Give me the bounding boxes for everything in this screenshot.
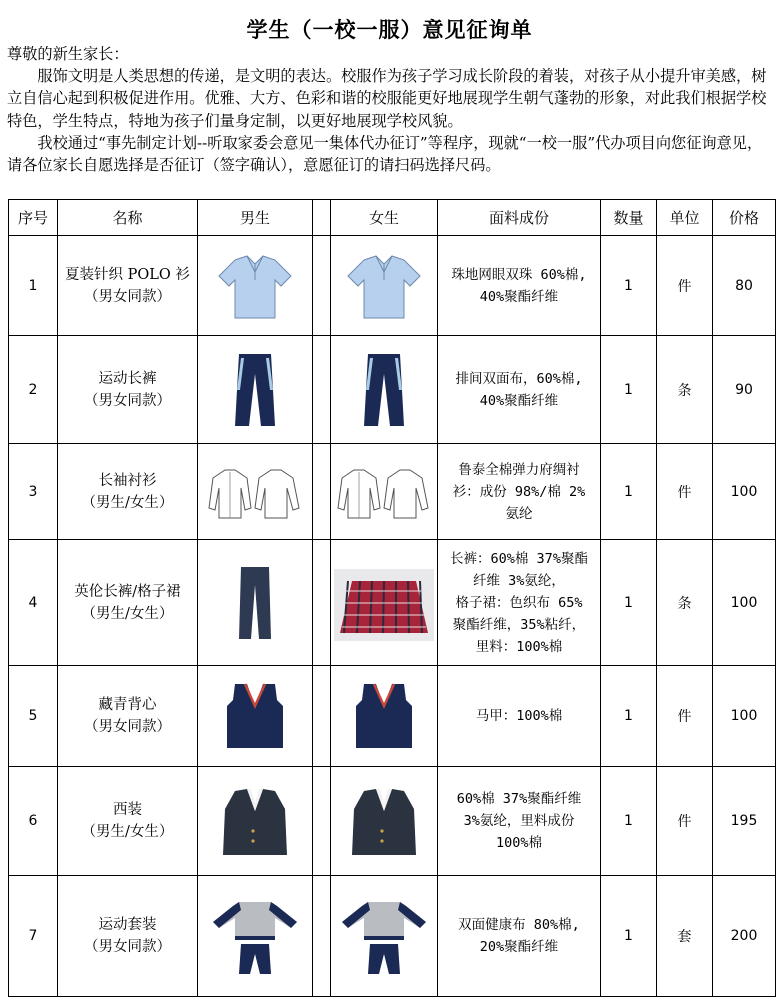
row-fabric [438, 236, 601, 336]
boy-image-cell [198, 666, 313, 767]
spacer-cell [313, 444, 331, 540]
boy-image-cell [198, 767, 313, 876]
header-seq: 序号 [9, 200, 58, 236]
row-fabric [438, 876, 601, 997]
row-fabric [438, 540, 601, 666]
item-note: （男生/女生） [81, 824, 174, 840]
fabric-line: 马甲：100%棉 [475, 708, 563, 724]
fabric-line: 40%聚酯纤维 [479, 392, 559, 409]
row-unit: 条 [657, 540, 713, 666]
row-name [58, 666, 198, 767]
row-unit: 件 [657, 236, 713, 336]
row-fabric [438, 336, 601, 444]
blazer-icon [205, 781, 305, 861]
uniform-order-table [8, 199, 776, 997]
row-qty: 1 [601, 540, 657, 666]
intro-paragraph-1: 服饰文明是人类思想的传递，是文明的表达。校服作为孩子学习成长阶段的着装，对孩子从小提升审美感，树立自信心起到积极促进作用。优雅、大方、色彩和谐的校服能更好地展现学生朝气蓬勃的形象，对此我们根据学校特色，学生特点，特地为孩子们量身定制，以更好地展现学校风貌。 [7, 67, 767, 130]
boy-image-cell [198, 336, 313, 444]
row-price: 195 [713, 767, 776, 876]
row-unit: 套 [657, 876, 713, 997]
fabric-line: 40%聚酯纤维 [479, 288, 559, 305]
girl-image-cell [331, 236, 438, 336]
fabric-line: 衫：成份 98%/棉 2% [452, 483, 586, 500]
item-name: 运动长裤 [98, 370, 157, 387]
header-name: 名称 [58, 200, 198, 236]
trousers-icon [205, 563, 305, 643]
intro-paragraph-2: 我校通过“事先制定计划--听取家委会意见一集体代办征订”等程序，现就“一校一服”代办项目向您征询意见，请各位家长自愿选择是否征订（签字确认），意愿征订的请扫码选择尺码。 [7, 133, 763, 175]
item-note: （男女同款） [84, 288, 171, 305]
tracksuit-icon [205, 896, 305, 976]
fabric-line: 长裤：60%棉 37%聚酯 [450, 550, 588, 567]
greeting: 尊敬的新生家长： [7, 45, 129, 63]
fabric-line: 双面健康布 80%棉, [458, 917, 580, 933]
row-seq: 1 [9, 236, 58, 336]
row-price: 100 [713, 666, 776, 767]
row-unit: 条 [657, 336, 713, 444]
row-price: 80 [713, 236, 776, 336]
table-row [9, 236, 776, 336]
row-unit: 件 [657, 666, 713, 767]
tracksuit-icon [334, 896, 434, 976]
girl-image-cell [331, 666, 438, 767]
row-name [58, 336, 198, 444]
row-unit: 件 [657, 767, 713, 876]
header-spacer [313, 200, 331, 236]
track-pants-icon [334, 350, 434, 430]
row-name [58, 236, 198, 336]
intro-text [7, 43, 775, 176]
item-note: （男生/女生） [81, 605, 174, 622]
row-qty: 1 [601, 336, 657, 444]
page-title: 学生（一校一服）意见征询单 [246, 17, 533, 42]
fabric-line: 60%棉 37%聚酯纤维 [456, 791, 582, 807]
row-fabric [438, 666, 601, 767]
spacer-cell [313, 666, 331, 767]
spacer-cell [313, 540, 331, 666]
spacer-cell [313, 876, 331, 997]
polo-shirt-icon [334, 246, 434, 326]
sweater-vest-icon [205, 676, 305, 756]
row-price: 90 [713, 336, 776, 444]
sweater-vest-icon [334, 676, 434, 756]
header-unit: 单位 [657, 200, 713, 236]
table-row [9, 444, 776, 540]
polo-shirt-icon [205, 246, 305, 326]
fabric-line: 聚酯纤维，35%粘纤， [452, 616, 586, 633]
item-name: 运动套装 [98, 917, 157, 933]
fabric-line: 氨纶 [505, 505, 533, 522]
boy-image-cell [198, 236, 313, 336]
dress-shirt-icon [205, 452, 305, 532]
table-row [9, 666, 776, 767]
row-unit: 件 [657, 444, 713, 540]
row-qty: 1 [601, 666, 657, 767]
girl-image-cell [331, 767, 438, 876]
item-note: （男生/女生） [81, 494, 174, 511]
row-seq: 7 [9, 876, 58, 997]
row-price: 100 [713, 540, 776, 666]
row-qty: 1 [601, 767, 657, 876]
row-name [58, 444, 198, 540]
item-name: 藏青背心 [98, 697, 157, 713]
row-name [58, 876, 198, 997]
fabric-line: 纤维 3%氨纶， [473, 572, 565, 589]
fabric-line: 珠地网眼双珠 60%棉, [451, 266, 587, 283]
blazer-icon [334, 781, 434, 861]
fabric-line: 格子裙：色织布 65% [455, 594, 583, 611]
row-fabric [438, 767, 601, 876]
row-price: 200 [713, 876, 776, 997]
spacer-cell [313, 336, 331, 444]
header-fabric: 面料成份 [438, 200, 601, 236]
header-qty: 数量 [601, 200, 657, 236]
row-seq: 2 [9, 336, 58, 444]
row-name [58, 767, 198, 876]
fabric-line: 100%棉 [495, 835, 542, 851]
header-girl: 女生 [331, 200, 438, 236]
item-name: 英伦长裤/格子裙 [74, 583, 181, 600]
fabric-line: 里料：100%棉 [475, 638, 563, 655]
row-price: 100 [713, 444, 776, 540]
item-name: 西装 [113, 802, 142, 818]
fabric-line: 排间双面布，60%棉, [455, 370, 583, 387]
fabric-line: 3%氨纶，里料成份 [463, 813, 575, 829]
header-price: 价格 [713, 200, 776, 236]
dress-shirt-icon [334, 452, 434, 532]
table-row [9, 540, 776, 666]
table-row [9, 336, 776, 444]
row-seq: 6 [9, 767, 58, 876]
item-name: 长袖衬衫 [98, 472, 157, 489]
header-boy: 男生 [198, 200, 313, 236]
item-note: （男女同款） [84, 719, 171, 735]
row-seq: 3 [9, 444, 58, 540]
row-seq: 5 [9, 666, 58, 767]
spacer-cell [313, 767, 331, 876]
fabric-line: 20%聚酯纤维 [479, 939, 559, 955]
track-pants-icon [205, 350, 305, 430]
item-name: 夏装针织 POLO 衫 [65, 266, 190, 283]
girl-image-cell [331, 336, 438, 444]
girl-image-cell [331, 444, 438, 540]
table-row [9, 767, 776, 876]
row-qty: 1 [601, 876, 657, 997]
row-qty: 1 [601, 444, 657, 540]
girl-image-cell [331, 876, 438, 997]
table-header-row [9, 200, 776, 236]
fabric-line: 鲁泰全棉弹力府绸衬 [458, 461, 580, 478]
boy-image-cell [198, 540, 313, 666]
boy-image-cell [198, 876, 313, 997]
boy-image-cell [198, 444, 313, 540]
row-seq: 4 [9, 540, 58, 666]
spacer-cell [313, 236, 331, 336]
table-row [9, 876, 776, 997]
plaid-skirt-icon [334, 563, 434, 643]
girl-image-cell [331, 540, 438, 666]
row-name [58, 540, 198, 666]
item-note: （男女同款） [84, 392, 171, 409]
row-qty: 1 [601, 236, 657, 336]
item-note: （男女同款） [84, 939, 171, 955]
row-fabric [438, 444, 601, 540]
